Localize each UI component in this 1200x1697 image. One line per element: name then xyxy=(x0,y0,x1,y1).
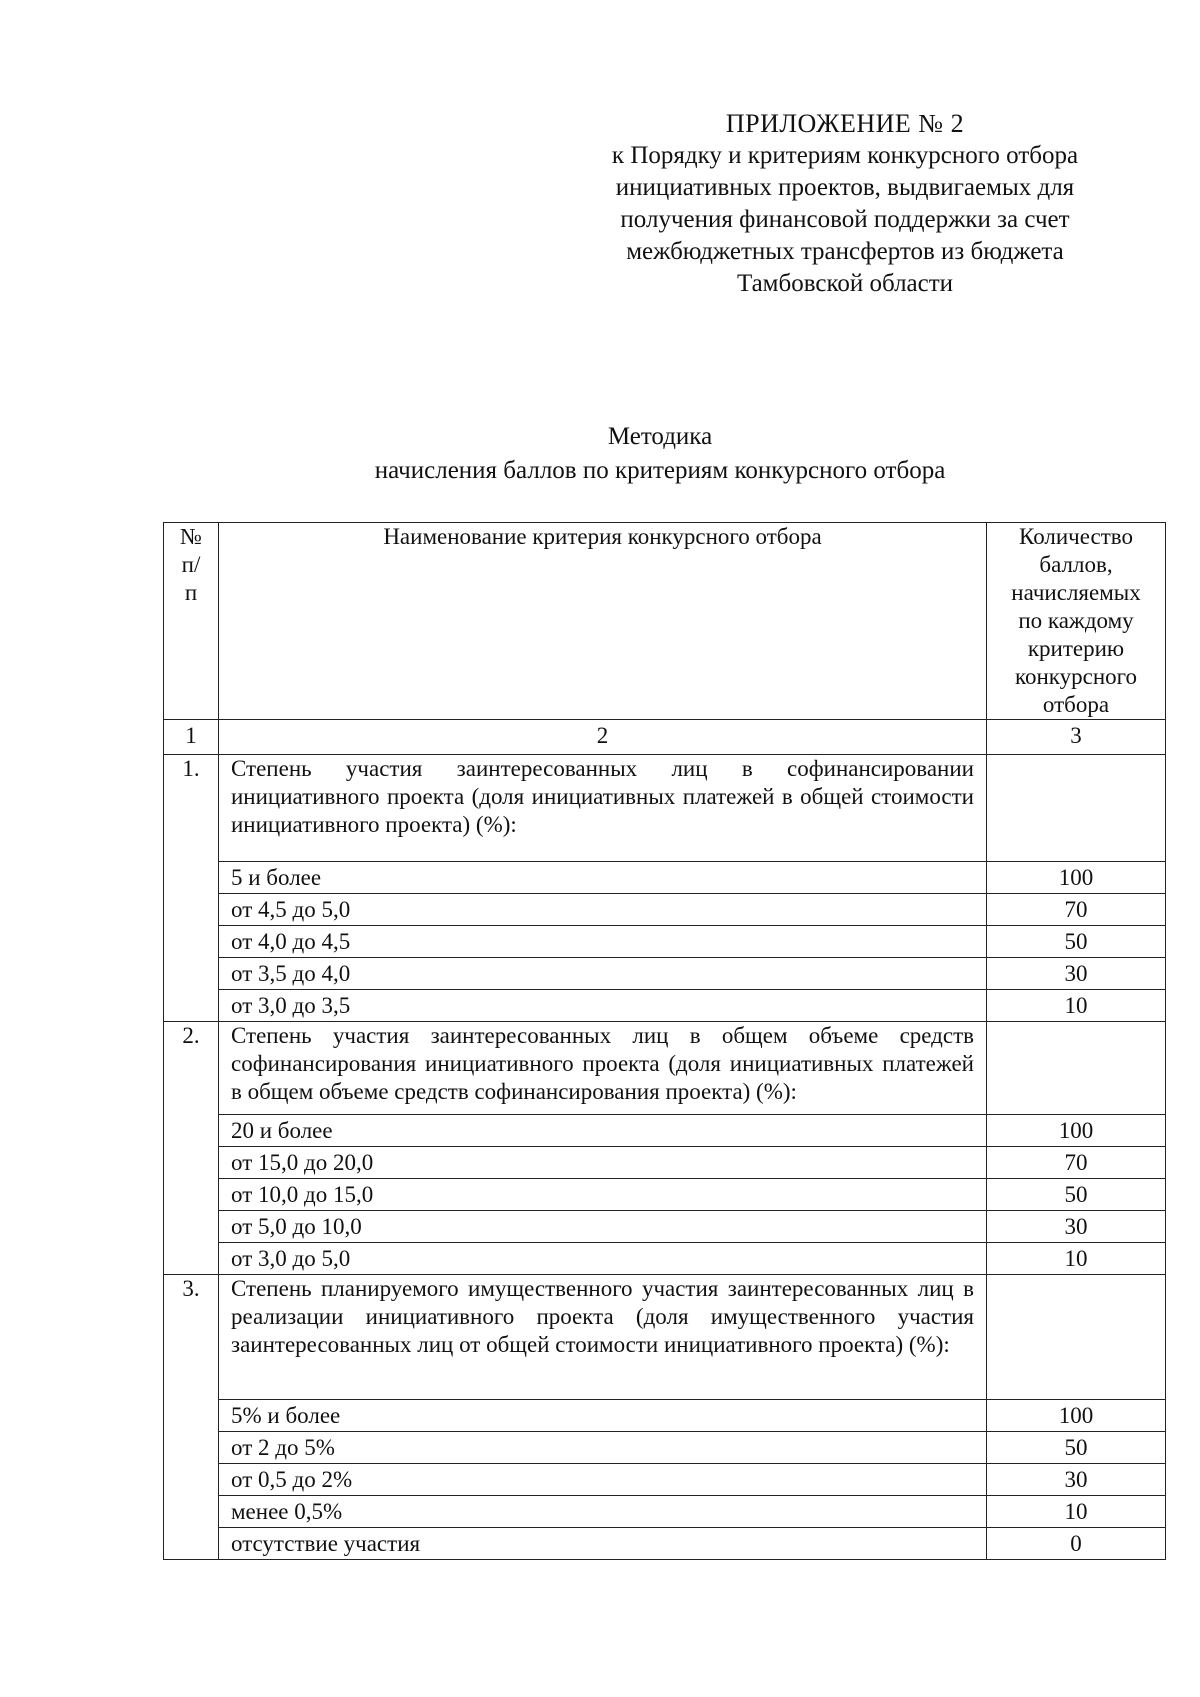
table-row xyxy=(164,1496,1166,1528)
column-number: 1 xyxy=(164,720,219,755)
criterion-row xyxy=(164,755,1166,862)
appendix-block xyxy=(560,108,1130,300)
column-number: 3 xyxy=(987,720,1166,755)
points-cell: 0 xyxy=(987,1528,1166,1560)
table-row xyxy=(164,1115,1166,1147)
header-points: Количество баллов, начисляемых по каждому критерию конкурсного отбора xyxy=(987,523,1166,720)
range-cell: 20 и более xyxy=(219,1115,987,1147)
table-row xyxy=(164,1243,1166,1275)
points-cell: 10 xyxy=(987,990,1166,1022)
heading-title: Методика xyxy=(607,423,713,450)
criterion-title: Степень участия заинтересованных лиц в софинансировании инициативного проекта (доля инициативных платежей в общей стоимости инициативного проекта) (%): xyxy=(219,755,987,862)
points-cell: 100 xyxy=(987,1400,1166,1432)
table-row xyxy=(164,1179,1166,1211)
table-row xyxy=(164,1400,1166,1432)
appendix-title: ПРИЛОЖЕНИЕ № 2 xyxy=(725,109,965,138)
criterion-number: 2. xyxy=(164,1022,219,1275)
appendix-line: межбюджетных трансфертов из бюджета xyxy=(626,238,1064,265)
range-cell: менее 0,5% xyxy=(219,1496,987,1528)
header-number: № п/п xyxy=(164,523,219,720)
points-cell: 50 xyxy=(987,1432,1166,1464)
criterion-points-empty xyxy=(987,1275,1166,1400)
criterion-title: Степень участия заинтересованных лиц в общем объеме средств софинансирования инициативного проекта (доля инициативных платежей в общем объеме средств софинансирования проекта) (%): xyxy=(219,1022,987,1115)
table-row xyxy=(164,990,1166,1022)
points-cell: 10 xyxy=(987,1243,1166,1275)
criterion-points-empty xyxy=(987,1022,1166,1115)
table-row xyxy=(164,862,1166,894)
points-cell: 70 xyxy=(987,894,1166,926)
table-row xyxy=(164,1464,1166,1496)
criterion-number: 3. xyxy=(164,1275,219,1560)
table-row xyxy=(164,1147,1166,1179)
criterion-points-empty xyxy=(987,755,1166,862)
column-number: 2 xyxy=(219,720,987,755)
table-row xyxy=(164,926,1166,958)
range-cell: от 3,5 до 4,0 xyxy=(219,958,987,990)
criterion-row xyxy=(164,1022,1166,1115)
range-cell: от 10,0 до 15,0 xyxy=(219,1179,987,1211)
appendix-line: к Порядку и критериям конкурсного отбора xyxy=(611,142,1079,169)
points-cell: 30 xyxy=(987,958,1166,990)
range-cell: от 5,0 до 10,0 xyxy=(219,1211,987,1243)
table-header-row xyxy=(164,523,1166,720)
table-row xyxy=(164,1528,1166,1560)
criterion-number: 1. xyxy=(164,755,219,1022)
range-cell: от 3,0 до 5,0 xyxy=(219,1243,987,1275)
range-cell: от 4,0 до 4,5 xyxy=(219,926,987,958)
points-cell: 50 xyxy=(987,926,1166,958)
table-row xyxy=(164,1211,1166,1243)
points-cell: 30 xyxy=(987,1464,1166,1496)
table-row xyxy=(164,958,1166,990)
range-cell: 5% и более xyxy=(219,1400,987,1432)
range-cell: 5 и более xyxy=(219,862,987,894)
column-number-row xyxy=(164,720,1166,755)
table-row xyxy=(164,894,1166,926)
appendix-line: получения финансовой поддержки за счет xyxy=(620,206,1070,233)
criterion-title: Степень планируемого имущественного участия заинтересованных лиц в реализации инициативного проекта (доля имущественного участия заинтересованных лиц от общей стоимости инициативного проекта) (%): xyxy=(219,1275,987,1400)
range-cell: от 4,5 до 5,0 xyxy=(219,894,987,926)
points-cell: 10 xyxy=(987,1496,1166,1528)
criterion-row xyxy=(164,1275,1166,1400)
range-cell: от 2 до 5% xyxy=(219,1432,987,1464)
criteria-table xyxy=(163,522,1166,1560)
range-cell: от 0,5 до 2% xyxy=(219,1464,987,1496)
points-cell: 30 xyxy=(987,1211,1166,1243)
points-cell: 70 xyxy=(987,1147,1166,1179)
appendix-line: Тамбовской области xyxy=(736,270,954,297)
range-cell: отсутствие участия xyxy=(219,1528,987,1560)
document-heading xyxy=(160,420,1160,488)
appendix-line: инициативных проектов, выдвигаемых для xyxy=(615,174,1075,201)
points-cell: 100 xyxy=(987,862,1166,894)
table-row xyxy=(164,1432,1166,1464)
heading-subtitle: начисления баллов по критериям конкурсного отбора xyxy=(374,457,946,484)
range-cell: от 3,0 до 3,5 xyxy=(219,990,987,1022)
points-cell: 100 xyxy=(987,1115,1166,1147)
points-cell: 50 xyxy=(987,1179,1166,1211)
range-cell: от 15,0 до 20,0 xyxy=(219,1147,987,1179)
header-name: Наименование критерия конкурсного отбора xyxy=(219,523,987,720)
